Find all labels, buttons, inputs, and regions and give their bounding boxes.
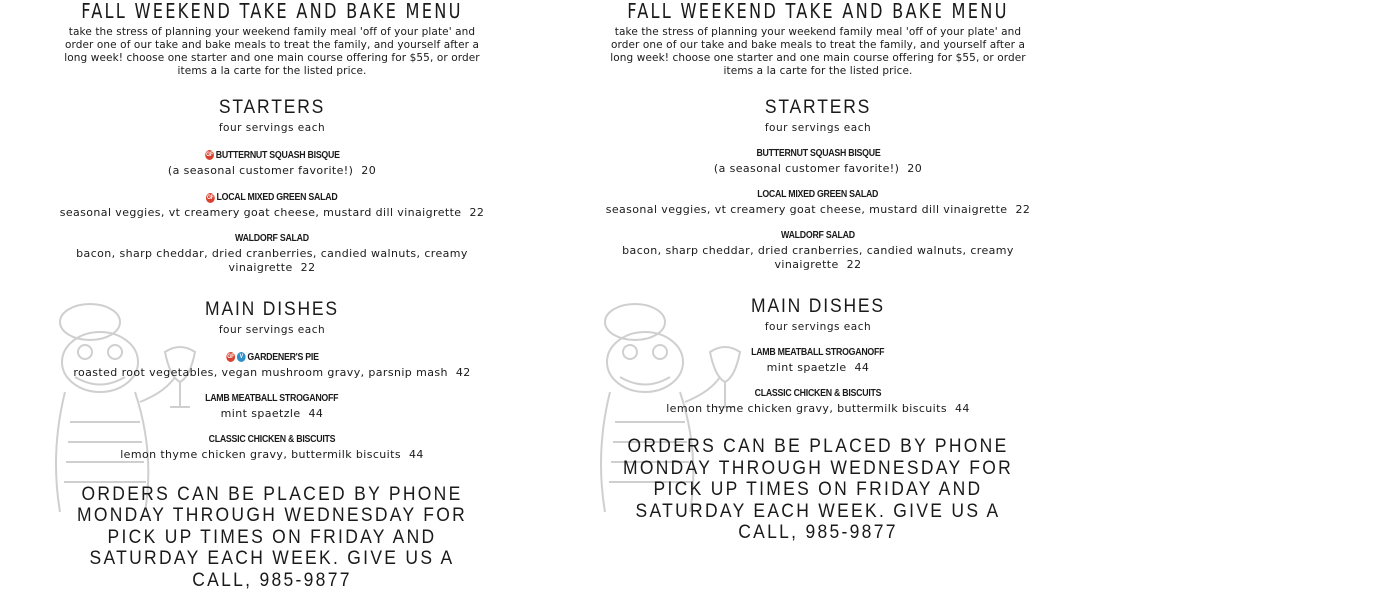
mains-section <box>52 299 492 462</box>
starters-section <box>598 97 1038 272</box>
item-desc: mint spaetzle <box>767 361 847 374</box>
item-desc: bacon, sharp cheddar, dried cranberries, candied walnuts, creamy vinaigrette <box>622 244 1014 271</box>
item-desc: (a seasonal customer favorite!) <box>714 162 899 175</box>
mains-title: MAIN DISHES <box>70 299 475 321</box>
menu-item <box>52 343 492 380</box>
gluten-free-icon: GF <box>206 193 215 203</box>
item-price: 42 <box>456 366 471 379</box>
menu-item <box>52 226 492 275</box>
item-name: BUTTERNUT SQUASH BISQUE <box>756 147 880 160</box>
menu-title: FALL WEEKEND TAKE AND BAKE MENU <box>620 0 1016 22</box>
starters-servings: four servings each <box>52 122 492 135</box>
item-desc: seasonal veggies, vt creamery goat cheese, mustard dill vinaigrette <box>606 203 1008 216</box>
order-info: ORDERS CAN BE PLACED BY PHONE MONDAY THROUGH WEDNESDAY FOR PICK UP TIMES ON FRIDAY AND SATURDAY EACH WEEK. GIVE US A CALL, 985-9877 <box>606 436 1029 544</box>
menu-item <box>598 182 1038 217</box>
item-price: 22 <box>1015 203 1030 216</box>
item-desc: (a seasonal customer favorite!) <box>168 164 353 177</box>
item-price: 22 <box>469 206 484 219</box>
starters-servings: four servings each <box>598 122 1038 135</box>
starters-title: STARTERS <box>70 97 475 119</box>
mains-servings: four servings each <box>52 324 492 337</box>
menu-right <box>598 0 1038 544</box>
item-price: 20 <box>361 164 376 177</box>
item-price: 20 <box>907 162 922 175</box>
item-price: 44 <box>309 407 324 420</box>
menu-intro: take the stress of planning your weekend family meal 'off of your plate' and order one of our take and bake meals to treat the family, and yourself after a long week! choose one starter and one main course offering for $55, or order items a la carte for the listed price. <box>603 26 1033 78</box>
menu-item <box>52 141 492 178</box>
item-name: LOCAL MIXED GREEN SALAD <box>217 191 338 204</box>
item-desc: roasted root vegetables, vegan mushroom gravy, parsnip mash <box>73 366 448 379</box>
vegan-icon: V <box>236 352 245 362</box>
starters-section <box>52 97 492 275</box>
item-desc: seasonal veggies, vt creamery goat cheese, mustard dill vinaigrette <box>60 206 462 219</box>
item-name: CLASSIC CHICKEN & BISCUITS <box>209 433 336 446</box>
item-price: 44 <box>855 361 870 374</box>
menu-intro: take the stress of planning your weekend family meal 'off of your plate' and order one of our take and bake meals to treat the family, and yourself after a long week! choose one starter and one main course offering for $55, or order items a la carte for the listed price. <box>57 26 487 78</box>
item-name: BUTTERNUT SQUASH BISQUE <box>215 149 339 162</box>
item-price: 22 <box>847 258 862 271</box>
menu-item <box>52 427 492 462</box>
menu-title: FALL WEEKEND TAKE AND BAKE MENU <box>74 0 470 22</box>
item-desc: mint spaetzle <box>221 407 301 420</box>
menu-item <box>598 340 1038 375</box>
item-price: 22 <box>301 261 316 274</box>
menu-item <box>52 184 492 221</box>
menu-item <box>598 223 1038 272</box>
gluten-free-icon: GF <box>205 150 214 160</box>
item-price: 44 <box>955 402 970 415</box>
item-name: CLASSIC CHICKEN & BISCUITS <box>755 387 882 400</box>
item-name: WALDORF SALAD <box>235 232 309 245</box>
menu-item <box>598 141 1038 176</box>
starters-title: STARTERS <box>616 97 1021 119</box>
menu-left <box>52 0 492 591</box>
item-name: LAMB MEATBALL STROGANOFF <box>205 392 338 405</box>
order-info: ORDERS CAN BE PLACED BY PHONE MONDAY THROUGH WEDNESDAY FOR PICK UP TIMES ON FRIDAY AND SATURDAY EACH WEEK. GIVE US A CALL, 985-9877 <box>60 484 483 591</box>
menu-item <box>598 381 1038 416</box>
mains-servings: four servings each <box>598 321 1038 334</box>
mains-title: MAIN DISHES <box>616 296 1021 318</box>
item-desc: bacon, sharp cheddar, dried cranberries, candied walnuts, creamy vinaigrette <box>76 247 468 274</box>
item-desc: lemon thyme chicken gravy, buttermilk biscuits <box>120 448 401 461</box>
item-desc: lemon thyme chicken gravy, buttermilk biscuits <box>666 402 947 415</box>
gluten-free-icon: GF <box>226 352 235 362</box>
item-name: LAMB MEATBALL STROGANOFF <box>751 346 884 359</box>
item-name: GARDENER'S PIE <box>247 351 318 364</box>
mains-section <box>598 296 1038 416</box>
item-name: WALDORF SALAD <box>781 229 855 242</box>
item-name: LOCAL MIXED GREEN SALAD <box>758 188 879 201</box>
menu-item <box>52 386 492 421</box>
item-price: 44 <box>409 448 424 461</box>
